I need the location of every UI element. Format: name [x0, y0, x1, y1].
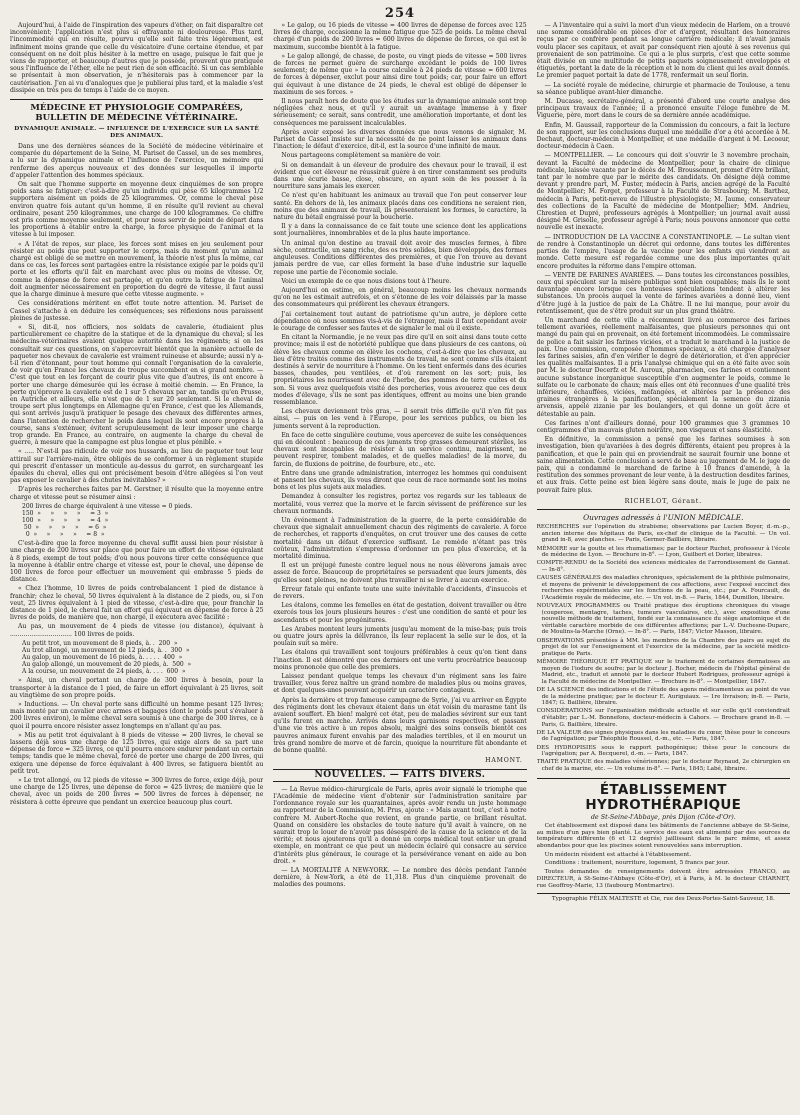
article-body — [10, 143, 263, 501]
bibliography-entry: DE LA SCIENCE des indications et de l'étude des agens médicamenteux au point de vue de la médecine pratique; par le docteur E. Auriguiaux. — 1re livraison; in-8. — Paris, 1847; G. Baillière, libraire. — [536, 687, 790, 707]
section-subtitle: DYNAMIQUE ANIMALE. — INFLUENCE DE L'EXERCICE SUR LA SANTÉ DES ANIMAUX. — [14, 126, 260, 140]
ad-title: ÉTABLISSEMENT HYDROTHÉRAPIQUE — [585, 781, 742, 813]
paragraph: Il nous paraît hors de doute que les études sur la dynamique animale sont trop négligées chez nous, et qu'il y aurait un avantage immense à y fixer sérieusement; ce serait, sans contredit, une amélioration importante, et dont les conséquences me paraissent incalculables. — [273, 98, 527, 127]
charge-table — [22, 503, 263, 538]
paragraph: En citant la Normandie, je ne veux pas dire qu'il en soit ainsi dans toute cette province; mais il est de notoriété publique que dans plusieurs de ces cantons, où élève les chevaux comme on élève les cochons, c'est-à-dire que les chevaux, au lieu d'être traités comme des instruments de travail, ne sont comme s'ils étaient destinés à servir de nourriture à l'homme. On les tient enfermés dans des écuries basses, chaudes, peu ventilées, et d'où rarement on les sort; puis, les propriétaires les nourrissent avec de l'herbe, des pommes de terre cuites et du son. Si vous avez quelquefois visité des porcheries, vous avouerez que ces deux modes d'élevage, s'ils ne sont pas identiques, offrent au moins une bien grande ressemblance. — [273, 334, 527, 406]
table-row: 0 » » » » = 8 » — [22, 531, 105, 539]
paragraph: » Inductions. — Un cheval porte sans difficulté un homme pesant 125 livres; mais monté par un cavalier avec armes et bagages (dont le poids peut s'évaluer à 200 livres environ), le même cheval sera soumis à une charge de 300 livres, ce à quoi il pourra encore résister assez longtemps en n'allant qu'au pas. — [10, 700, 264, 730]
paragraph: Ce n'est qu'en habituant les animaux au travail que l'on peut conserver leur santé. En dehors de là, les animaux placés dans ces conditions ne seraient rien, moins que des animaux de travail, ils présenteraient les formes, le caractère, la nature du bétail engraissé pour la boucherie. — [273, 192, 527, 222]
paragraph: Il est un préjugé funeste contre lequel nous ne nous élèverons jamais avec assez de force. Beaucoup de propriétaires se persuadent que leurs juments, dès qu'elles sont pleines, ne doivent plus travailler ni se livrer à aucun exercice. — [273, 562, 527, 584]
ad-paragraph: Conditions : traitement, nourriture, logement, 5 francs par jour. — [544, 860, 730, 867]
news-item: Un marchand de cette ville a récemment livré au commerce des farines tellement avariées, réellement malfaisantes, que plusieurs personnes qui ont mangé du pain qui en provenait, on été fortement incommodées. Le commissaire de police a fait saisir les farines viciées, et a traduit le marchand à la justice de paix. Une commission, composée d'hommes spéciaux, a été chargée d'analyser les farines saisies, afin d'en vérifier le degré de détérioration, et d'en apprécier les qualités malfaisantes. Il a pris l'analyse chimique qui en a été faite avec soin par M. le docteur Decerfz et M. Auroux, pharmacien, ces farines et contiennent aucune substance inorganique susceptible d'en augmenter le poids, comme le sulfate ou le carbonate de chaux; mais elles ont été reconnues d'une qualité très inférieure, échauffées, viciées, méfangées, et altérées par la présence des graines étrangères à la panification, spécialement la semence du zizania arvensis, appelé zizanie par les boulangers, et qui donne un goût âcre et détestable au pain. — [536, 316, 790, 418]
paragraph: Les étalons, comme les femelles en état de gestation, doivent travailler ou être exercés tous les jours plusieurs heures : c'est une condition de santé et pour les ascendants et pour les progénitures. — [273, 602, 527, 624]
ad-paragraph: Cet établissement est disposé dans les bâtiments de l'ancienne abbaye de St-Seine, au milieu d'un pays bien planté. Le service des eaux est alimenté par des sources de température différente (6 et 12 degrés) jaillissant dans le parc même, et assez abondantes pour que les piscines soient renouvelées sans interruption. — [536, 822, 790, 850]
column-1 — [10, 22, 263, 1112]
paragraph: En face de cette singulière coutume, vous apercevez de suite les conséquences qui en découlent : beaucoup de ces juments trop grasses demeurent stériles, les chevaux sont incapables de résister à un service continu, maigrissent, ne peuvent respirer, tombent malades, et de quelles maladies! de la morve, du farcin, de fluxions de poitrine, de fourbure, etc., etc. — [273, 431, 527, 468]
paragraph: Un animal qu'on destine au travail doit avoir des muscles fermes, à fibre sèche, contractile, un sang riche, des os très solides, bien développés, des formes anguleuses. Conditions différentes des premières, et que l'on trouve au devant jamais perdre de vue, car elles forment la base d'une industrie sur laquelle repose une partie de l'économie sociale. — [273, 239, 527, 276]
news-item: — A l'inventaire qui a suivi la mort d'un vieux médecin de Harlem, on a trouvé une somme considérable en pièces d'or et d'argent, résultant des honoraires reçus par ce confrère pendant sa longue carrière médicale; il n'avait jamais voulu placer ses capitaux, et avait par conséquent rien ajouté à ses revenus qui provenaient de son patrimoine. Ce qui a le plus surpris, c'est que cette somme était divisée en une multitude de petits paquets soigneusement enveloppés et étiquetés, portant la date de la réception et le nom du client qui les avait donnés. Le premier paquet portait la date de 1778, renfermait un seul florin. — [536, 22, 790, 80]
paragraph: « ..... N'est-il pas ridicule de voir nos hussards, au lieu de paqueter tout leur attirail sur l'arrière-main, être obligés de se conformer à un règlement stupide qui prescrit d'entasser un monticule au-dessus du garrot, en surchargeant les épaules du cheval, elles qui ont précisément besoin d'être allégées si l'on veut pas exposer le cavalier à des chutes inévitables? » — [10, 448, 264, 485]
printer-imprint: Typographie FÉLIX MALTESTE et Cie, rue des Deux-Portes-Saint-Sauveur, 18. — [537, 893, 790, 903]
paragraph: » Le trot allongé, ou 12 pieds de vitesse = 300 livres de force, exige déjà, pour une charge de 125 livres, une dépense de force = 425 livres; de manière que le cheval, avec un poids de 200 livres = 500 livres de forces à dépenser, ne résistera à cette épreuve que pendant un exercice beaucoup plus court. — [10, 777, 264, 806]
bibliography-entry: MÉMOIRE THÉORIQUE ET PRATIQUE sur le traitement de certaines dermatoses au moyen de l'iodure de soufre; par le docteur J. Rocher, médecin de l'hôpital général de Madrid, etc., traduit et annoté par le docteur Hubert Rodrigues, professeur agrégé à la Faculté de médecine de Montpellier. — Brochure in-8°. — Montpellier, 1847. — [536, 659, 790, 685]
paragraph: » Le galop, ou 16 pieds de vitesse = 400 livres de dépense de forces avec 125 livres de charge, occasionne la même fatigue que 525 de poids. Le même cheval chargé d'un poids de 200 livres = 600 livres de dépense de forces, ce qui est le maximum, succombe bientôt à la fatigue. — [273, 22, 527, 51]
paragraph: Aujourd'hui on estime, en général, beaucoup moins les chevaux normands qu'on ne les estimait autrefois, et on s'étonne de les voir délaissés par la masse des consommateurs qui préfèrent les chevaux étrangers. — [273, 286, 527, 309]
table-row: Au galop, un mouvement de 16 pieds, à. . . . . 400 » — [22, 654, 183, 662]
table-row: 50 » » » » = 6 » — [22, 524, 107, 532]
table-row: Au petit trot, un mouvement de 8 pieds, à. . 200 » — [22, 639, 178, 647]
paragraph: Il y a dans la connaissance de ce fait toute une science dont les applications sont journalières, innombrables et de la plus haute importance. — [273, 223, 527, 238]
ad-paragraph: Toutes demandes de renseignements doivent être adressées FRANCO, au DIRECTEUR, à St-Seine-l'Abbaye (Côte-d'Or), et à Paris, à M. le docteur CHARNET, rue Geoffroy-Marie, 13 (faubourg Montmartre). — [536, 869, 790, 889]
divider — [537, 509, 790, 510]
article-body-continued — [273, 22, 526, 754]
table-row: Au trot allongé, un mouvement de 12 pieds, à. . 300 » — [22, 646, 190, 654]
news-item: Enfin, M. Gaussail, rapporteur de la Commission du concours, a fait la lecture de son rapport, sur les conclusions duquel une médaille d'or a été accordée à M. Dechaut, docteur-médecin à Montpellier, et une médaille d'argent à M. Lecoeur, docteur-médecin à Caen. — [536, 121, 790, 151]
news-section-title: NOUVELLES. — FAITS DIVERS. — [273, 769, 526, 782]
bibliography-entry: CONSIDÉRATIONS sur l'organisation médicale actuelle et sur celle qu'il conviendrait d'établir; par L.-M. Bonnefons, docteur-médecin à Cahors. — Brochure grand in-8. — Paris, G. Baillière, libraire. — [536, 708, 790, 728]
news-item: Ces farines n'ont d'ailleurs donné, pour 100 grammes que 3 grammes 10 centigrammes d'un mauvais gluten noirâtre, non visqueux et sans élasticité. — [536, 419, 790, 434]
gerant-signature: RICHELOT, Gérant. — [624, 496, 703, 505]
section-title: MÉDECINE ET PHYSIOLOGIE COMPARÉES, BULLETIN DE MÉDECINE VÉTÉRINAIRE. — [10, 99, 263, 123]
paragraph: Si on demandait à un éleveur de produire des chevaux pour le travail, il est évident que cet éleveur ne réussirait guère à en tirer constamment ses produits dans une écurie basse, close, obscure, en ayant soin de les pousser à la nourriture sans jamais les exercer. — [273, 161, 527, 191]
news-item: — VENTE DE FARINES AVARIÉES. — Dans toutes les circonstances possibles, ceux qui spéculent sur la misère publique sont bien coupables; mais ils le sont davantage encore lorsque ces honteuses spéculations tendent à altérer les substances. Un procès auquel la vente de farines avariées a donné lieu, vient d'être jugé à la justice de paix de La Châtre. Il ne lui manque, pour avoir du retentissement, que de s'être produit sur un plus grand théâtre. — [536, 271, 790, 315]
bibliography-entry: NOUVEAUX PROGRAMMES ou Traité pratique des éruptions chroniques du visage (couperose, mentagre, taches, tumeurs vasculaires, etc.), avec exposition d'une nouvelle méthode de traitement, fondé sur la connaissance du siège anatomique et de véritable caractère morbide de ces différentes affections; par L.-V. Duchesne-Duparc, de Moulins-la-Marche (Orne). — In-8°. — Paris, 1847; Victor Masson, libraire. — [536, 603, 790, 636]
gait-table — [22, 640, 263, 675]
bibliography-entry: RECHERCHES sur l'opération du strabisme; observations par Lucien Boyer, d.-m.-p., ancien interne des hôpitaux de Paris, ex-chef de clinique de la Faculté. — Un vol. grand in-8, avec planches. — Paris, Germer-Baillière, libraire. — [536, 524, 790, 544]
bibliography-entry: COMPTE-RENDU de la Société des sciences médicales de l'arrondissement de Gannat. — In-8°. — [536, 560, 790, 573]
article-body-3 — [10, 677, 263, 805]
table-row: Au galop allongé, un mouvement de 20 pieds, à. 500 » — [22, 661, 192, 669]
paragraph: J'ai certainement tout autant de patriotisme qu'un autre, je déplore cette dépendance où nous sommes vis-à-vis de l'étranger, mais il faut cependant avoir le courage de confesser ses fautes et de signaler le mal où il existe. — [273, 310, 527, 332]
author-signature: HAMONT. — [485, 757, 523, 765]
paragraph: Entre dans une grande administration, interrogez les hommes qui conduisent et pansent les chevaux, ils vous diront que ceux de race normande sont les moins bons et les plus sujets aux maladies. — [273, 469, 527, 492]
paragraph: Les étalons qui travaillent sont toujours préférables à ceux qu'on tient dans l'inaction. Il est démontré que ces derniers ont une vertu procréatrice beaucoup moins prononcée que celle des premiers. — [273, 649, 527, 671]
news-item: M. Ducasse, secrétaire-général, a présenté d'abord une courte analyse des principaux travaux de l'année; il a prononcé ensuite l'éloge funèbre de M. Viguerie, père, mort dans le cours de sa dernière année académique. — [536, 98, 790, 120]
advertisement — [537, 778, 790, 890]
paragraph: Dans une des dernières séances de la Société de médecine vétérinaire et comparée du département de la Seine, M. Pariset de Cassel, un de ses membres, a lu sur la dynamique animale et l'influence de l'exercice, un mémoire qui renferme des aperçus nouveaux et des données sur lesquelles il importe d'appeler l'attention des hommes spéciaux. — [10, 143, 264, 179]
bibliography-entry: TRAITÉ PRATIQUE des maladies vénériennes; par le docteur Reynaud, 2e chirurgien en chef de la marine, etc. — Un volume in-8°. — Paris, 1845; Labé, libraire. — [536, 759, 790, 772]
paragraph: » Ainsi, un cheval portant un charge de 300 livres à besoin, pour la transporter à la distance de 1 pied, de faire un effort équivalant à 25 livres, soit au vingtième de son propre poids. — [10, 677, 264, 699]
news-item: — LA MORTALITÉ A NEW-YORK. — Le nombre des décès pendant l'année dernière, à New-York, a été de 11,318. Plus d'un cinquième provenait de maladies des poumons. — [273, 866, 527, 889]
paragraph: Un événement à l'administration de la guerre, de la perte considérable de chevaux que signalait annuellement chacun des régiments de cavalerie. A force de recherches, et rapports d'enquêtes, on crut trouver une des causes de cette mortalité dans un défaut d'exercice suffisant. Le remède n'étant pas très coûteux, l'administration s'empressa d'ordonner un peu plus d'exercice, et la mortalité diminua. — [273, 517, 527, 561]
paragraph: » Mis au petit trot équivalant à 8 pieds de vitesse = 200 livres, le cheval se lassera déjà sous une charge de 125 livres, qui exige alors de sa part une dépense de force = 325 livres, ce qu'il pourra encore endurer pendant un certain temps; tandis que le même cheval, forcé de porter une charge de 200 livres, qui exigera une dépense de force équivalant à 400 livres, se fatiguera bientôt au petit trot. — [10, 731, 264, 775]
paragraph: Après avoir exposé les diverses données que nous venons de signaler, M. Pariset de Cassel insiste sur la nécessité de ne point laisser les animaux dans l'inaction; le défaut d'exercice, dit-il, est la source d'une infinité de maux. — [273, 128, 527, 151]
paragraph: Voici un exemple de ce que nous disions tout à l'heure. — [281, 277, 452, 285]
bibliography-entry: DE LA VALEUR des signes physiques dans les maladies du cœur, thèse pour le concours de l'agrégation; par Théophile Roussel, d.-m., etc. — Paris, 1847. — [536, 729, 790, 743]
bibliography-entry: OBSERVATIONS présentées à MM. les membres de la Chambre des pairs au sujet du projet de loi sur l'enseignement et l'exercice de la médecine, par la société médico-pratique de Paris. — [536, 637, 790, 657]
paragraph: Ces considérations méritent en effet toute notre attention. M. Pariset de Cassel s'attache à en déduire les conséquences; ses réflexions nous paraissent pleines de justesse. — [10, 300, 264, 322]
table-row: 200 livres de charge équivalent à une vitesse = 0 pieds. — [22, 502, 193, 510]
table-row: A la course, un mouvement de 24 pieds, à. . . . 600 » — [22, 668, 186, 676]
paragraph: « A l'état de repos, sur place, les forces sont mises en jeu seulement pour résister au poids que peut supporter le corps, mais du moment qu'un animal chargé est obligé de se mettre en mouvement, la théorie n'est plus la même, car dans ce cas, les forces sont partagées entre la résistance exigée par le poids qu'il porte et les efforts qu'il fait en marchant avec plus ou moins de vitesse. Or, comme la dépense de force est partagée, et qu'en outre la fatigue de l'animal doit augmenter nécessairement en proportion du degré de vitesse, il faut aussi que la charge diminue à mesure que cette vitesse augmente. » — [10, 240, 264, 299]
ad-subtitle: de St-Seine-l'Abbaye, près Dijon (Côte-d'Or). — [590, 812, 736, 821]
bibliography-entry: CAUSES GÉNÉRALES des maladies chroniques, spécialement de la phthisie pulmonaire, et moyens de prévenir le développement de ces affections, avec l'exposé succinct des recherches expérimentales sur les fonctions de la peau, etc.; par A. Fourcault, de l'Académie royale de médecine, etc. — Un vol. in-8. — Paris, 1844, Dumillon, libraire. — [536, 575, 790, 601]
news-item: — La société royale de médecine, chirurgie et pharmacie de Toulouse, a tenu sa séance publique avant-hier dimanche. — [536, 81, 790, 96]
ad-text — [537, 823, 790, 889]
paragraph: On sait que l'homme supporte en moyenne deux cinquièmes de son propre poids sans se fatiguer; c'est-à-dire qu'un individu qui pèse 65 kilogrammes 1/2 supportera aisément un poids de 25 kilogrammes. Or, comme le cheval pèse environ quatre fois autant qu'un homme, il en résulte qu'il revient au cheval ordinaire, pesant 250 kilogrammes, une charge de 100 kilogrammes. Ce chiffre est pris comme moyenne seulement, et pour nous servir de point de départ dans les proportions à établir entre la charge, la force physique de l'animal et la vitesse à lui imposer. — [10, 181, 264, 239]
column-2 — [273, 22, 526, 1112]
paragraph: » Le galop allongé, de chasse, de poste, ou vingt pieds de vitesse = 500 livres de forces ne permet guère de surcharge excédant le poids de 100 livres seulement; de même que » la course calculée à 24 pieds de vitesse = 600 livres de forces à dépenser, exclut pour ainsi dire tout poids; car, pour faire un effort qui équivaut à une distance de 24 pieds, le cheval est obligé de dépenser le maximum de ses forces. » — [273, 52, 527, 96]
news-item: — La Revue médico-chirurgicale de Paris, après avoir signalé le triomphe que l'Académie de médecine vient d'obtenir sur l'administration sanitaire par l'ordonnance royale sur les quarantaines, après avoir rendu un juste hommage au rapporteur de la Commission, M. Prus, ajoute : « Mais avant tout, c'est à notre confrère M. Aubert-Roche que revient, en grande partie, ce brillant résultat. Quand on considère les obstacles de toute nature qu'il avait à vaincre, on ne saurait trop le louer de n'avoir pas désespéré de la cause de la science et de la vérité; et nous ajouterons qu'il a donné un corps médical tout entier un grand exemple, en montrant ce que peut un médecin éclairé qui consacre au service d'intérêts plus généraux, le courage et la persévérance venant en aide au bon droit. » — [273, 785, 527, 865]
news-item: — INTRODUCTION DE LA VACCINE A CONSTANTINOPLE. — Le sultan vient de rendre à Constantinople un décret qui ordonne, dans toutes les différentes parties de l'empire, l'usage de la vaccine pour les enfants qui viendront au monde. Cette mesure est regardée comme une des plus importantes qu'ait encore produites la réforme dans l'empire ottoman. — [536, 233, 790, 270]
column-3 — [537, 22, 790, 1112]
paragraph: Au pas, un mouvement de 4 pieds de vitesse (ou distance), équivant à ................................ 100 livres de poids. — [10, 623, 264, 638]
bibliography-entry: DES HYDROPISIES sous le rapport pathogénique; thèse pour le concours de l'agrégation; par A. Becquerel, d.-m. — Paris, 1847. — [536, 744, 790, 758]
page-number: 254 — [384, 6, 416, 21]
article-body-2 — [10, 540, 263, 638]
ouvrages-list — [537, 524, 790, 772]
news-items-continued — [537, 22, 790, 494]
paragraph: Nous partageons complètement sa manière de voir. — [281, 152, 441, 160]
ad-paragraph: Un médecin résident est attaché à l'établissement. — [544, 851, 692, 858]
table-row: 100 » » » » = 4 » — [22, 516, 109, 524]
paragraph: Laissez pendant quelque temps les chevaux d'un régiment sans les faire travailler, vous ferez naître un grand nombre de maladies plus ou moins graves, et dont quelques-unes peuvent acquérir un caractère contagieux. — [273, 673, 527, 695]
table-row: 150 » » » » = 3 » — [22, 509, 109, 517]
paragraph: Aujourd'hui, à l'aide de l'inspiration des vapeurs d'éther, on fait disparaître cet inconvénient; l'application n'est plus si effrayante ni douloureuse. Plus tard, l'incommodité qui en résulte, pourvu qu'elle soit faite très légèrement, est infiniment moins grande que celle du vésicatoire d'une certaine étendue, et par conséquent on ne doit plus hésiter à la mettre en usage, puisque le fait que je viens de rapporter, et beaucoup d'autres que je possède, prouvent que pratiquée sous l'influence de l'éther, elle ne peut rien de son efficacité. Si un cas semblable se présentait à mon observation, je n'hésiterais pas à commencer par la cautérisation. J'en ai vu d'analogues que je publierai plus tard, et la maladie s'est dissipée en très peu de temps à l'aide de ce moyen. — [10, 22, 264, 94]
paragraph: Les Arabes montent leurs juments jusqu'au moment de la mise-bas; puis trois ou quatre jours après la délivrance, ils leur replacent la selle sur le dos, et la poulain suit sa mère. — [273, 625, 527, 648]
news-items — [273, 786, 526, 889]
bibliography-entry: MÉMOIRE sur la goutte et les rhumatismes; par le docteur Ruchet, professeur à l'école de médecine de Lyon. — Brochure in-8°. — Lyon, Guilbert et Dorier, libraires. — [536, 545, 790, 559]
paragraph: « Si, dit-il, nos officiers, nos soldats de cavalerie, étudiaient plus particulièrement ce chapitre de la statique et de la dynamique du cheval; si les médecins-vétérinaires avaient quelque autorité dans les régiments; si on les consultait sur ces questions, on s'apercevrait bientôt que la manière actuelle de paqueter nos chevaux de cavalerie est vraiment ruineuse et absurde; aussi n'y a-t-il rien d'étonnant, pour tout homme qui connaît l'organisation de la cavalerie, de voir qu'en France les chevaux de troupe succombent en si grand nombre. — C'est que tout en les forçant de courir plus vite que d'autres, ils ont encore à porter une charge démesurée qui les écrase à moitié chemin. — En France, la perte qu'éprouve la cavalerie est de 1 sur 5 chevaux par an, tandis qu'en Prusse, en Autriche et ailleurs, elle n'est que de 1 sur 20 seulement. Si le cheval de troupe sert plus longtemps en Allemagne qu'en France, c'est que les Allemands, qui sont arrivés jusqu'à pratiquer le pesage des chevaux des différentes armes, dans l'intention de rechercher le poids dans lequel ils sont encore propres à la course, sans s'exténuer, évitent scrupuleusement de leur imposer une charge trop grande. En France, au contraire, on augmente la charge du cheval de guerre, à mesure que la campagne est plus longue et plus pénible. » — [10, 323, 264, 447]
paragraph: Demandez à consulter les registres, portez vos regards sur les tableaux de mortalité, vous verrez que la morve et le farcin sévissent de préférence sur les chevaux normands. — [273, 493, 527, 515]
paragraph: « Chez l'homme, 10 livres de poids contrebalancent 1 pied de distance à franchir; chez le cheval, 50 livres équivalent à la distance de 2 pieds, ou, si l'on veut, 25 livres équivalent à 1 pied de vitesse, c'est-à-dire que, pour franchir la distance de 1 pied, le cheval fait un effort qui équivaut en dépense de force à 25 livres de poids, de manière que, non chargé, il exécutera avec facilité : — [10, 585, 264, 622]
news-item: En définitive, la commission a pensé que les farines soumises à son investigation, bien qu'avariées à des degrés différents, étaient peu propres à la panification, et que le pain qui en proviendrait ne saurait fournir une bonne et saine alimentation. Cette conclusion a servi de base au jugement de M. le juge de paix, qui a condamné le marchand de farine à 10 francs d'amende, à la restitution des sommes provenant de leur vente, à la destruction desdites farines, et aux frais. Cette peine est bien légère sans doute, mais le juge de paix ne pouvait faire plus. — [536, 436, 790, 494]
paragraph: Les chevaux deviennent très gras, — il serait très difficile qu'il n'en fût pas ainsi, — puis on les vend à l'Europe, pour les services publics, ou bien les juments servent à la reproduction. — [273, 408, 527, 430]
paragraph: D'après les recherches faites par M. Gerstner, il résulte que la moyenne entre charge et vitesse peut se résumer ainsi : — [10, 486, 264, 501]
intro-text — [10, 22, 263, 94]
paragraph: Après la dernière et trop fameuse campagne de Syrie, j'ai vu arriver en Égypte des régiments dont les chevaux étaient dans un état voisin du marasme tant ils avaient souffert. Eh bien! malgré cet état, peu de maladies sévirent sur eux tant qu'ils furent en marche. Arrivés dans leurs garnisons respectives, et passant d'une vie très active à un repos absolu, malgré des soins conseils bientôt ces pauvres animaux furent envahis par des maladies terribles, et il en mourut un très grand nombre de morve et de farcin, quoique la nourriture fût abondante et de bonne qualité. — [273, 696, 527, 755]
paragraph: Erreur fatale qui enfante toute une suite inévitable d'accidents, d'insuccès et de revers. — [273, 585, 527, 601]
news-item: — MONTPELLIER. — Le concours qui doit s'ouvrir le 3 novembre prochain, devant la Faculté de médecine de Montpellier, pour la chaire de clinique médicale, laissée vacante par le décès de M. Broussonnet, promet d'être brillant, tant par le nombre que par le mérite des candidats. On désigne déjà comme devant y prendre part, M. Fuster, médecin à Paris, ancien agrégé de la Faculté de Montpellier; M. Forget, professeur à la Faculté de Strasbourg; M. Barthez, médecin à Paris, petit-neveu de l'illustre physiologiste; M. Jaume, conservateur des collections de la Faculté de médecine de Montpellier; MM. Andrieu, Chrestien et Dupré, professeurs agrégés à Montpellier; un journal avait aussi désigné M. Grisolle, professeur agrégé à Paris; nous pouvons annoncer que cette nouvelle est inexacte. — [536, 152, 790, 232]
paragraph: C'est-à-dire que la force moyenne du cheval suffit aussi bien pour résister à une charge de 200 livres sur place que pour faire un effort de vitesse équivalant à 8 pieds, exempt de tout poids; d'où nous pouvons tirer cette conséquence que la moyenne à établir entre charge et vitesse est, pour le cheval, une dépense de 100 livres de force pour effectuer un mouvement qui embrasse 5 pieds de distance. — [10, 540, 264, 584]
ouvrages-title: Ouvrages adressés à l'UNION MÉDICALE. — [583, 513, 744, 522]
